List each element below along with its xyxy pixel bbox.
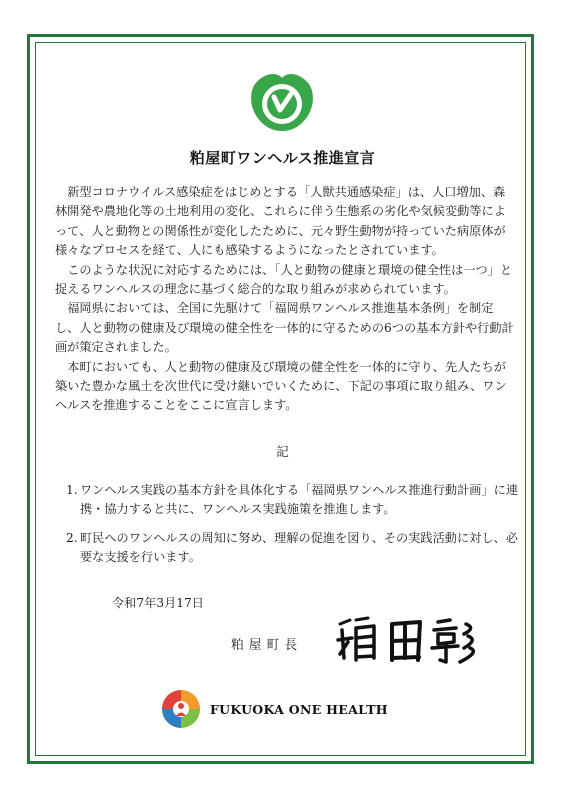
list-item bbox=[66, 481, 526, 520]
mayor-title: 粕屋町長 bbox=[231, 638, 303, 653]
paragraph-4: 本町においても、人と動物の健康及び環境の健全性を一体的に守り、先人たちが築いた豊かな風土を次世代に受け継いでいくために、下記の事項に取り組み、ワンヘルスを推進することをここに宣言します。 bbox=[55, 359, 507, 413]
fukuoka-one-health-logo-text: FUKUOKA ONE HEALTH bbox=[210, 702, 388, 717]
declaration-date: 令和7年3月17日 bbox=[112, 596, 204, 610]
item-number: 1. bbox=[66, 483, 78, 497]
paragraph-2: このような状況に対応するためには、「人と動物の健康と環境の健全性は一つ」と捉えるワンヘルスの理念に基づく総合的な取り組みが求められています。 bbox=[55, 262, 513, 297]
mayor-signature bbox=[334, 614, 480, 664]
list-item bbox=[66, 529, 526, 568]
ki-heading: 記 bbox=[276, 444, 289, 459]
declaration-body bbox=[55, 183, 515, 416]
paragraph-1: 新型コロナウイルス感染症をはじめとする「人獣共通感染症」は、人口増加、森林開発や農地化等の土地利用の変化、これらに伴う生態系の劣化や気候変動等によって、人と動物との関係性が変化したために、元々野生動物が持っていた病原体が様々なプロセスを経て、人にも感染するようになったとされています。 bbox=[55, 185, 506, 258]
page-title: 粕屋町ワンヘルス推進宣言 bbox=[189, 149, 376, 167]
fukuoka-one-health-logo-icon bbox=[160, 688, 202, 730]
paragraph-3: 福岡県においては、全国に先駆けて「福岡県ワンヘルス推進基本条例」を制定し、人と動物の健康及び環境の健全性を一体的に守るための6つの基本方針や行動計画が策定されました。 bbox=[55, 301, 514, 355]
item-text: ワンヘルス実践の基本方針を具体化する「福岡県ワンヘルス推進行動計画」に連携・協力すると共に、ワンヘルス実践施策を推進します。 bbox=[80, 483, 519, 517]
town-emblem-icon bbox=[247, 66, 317, 136]
item-text: 町民へのワンヘルスの周知に努め、理解の促進を図り、その実践活動に対し、必要な支援を行います。 bbox=[80, 531, 518, 565]
item-number: 2. bbox=[66, 531, 78, 545]
